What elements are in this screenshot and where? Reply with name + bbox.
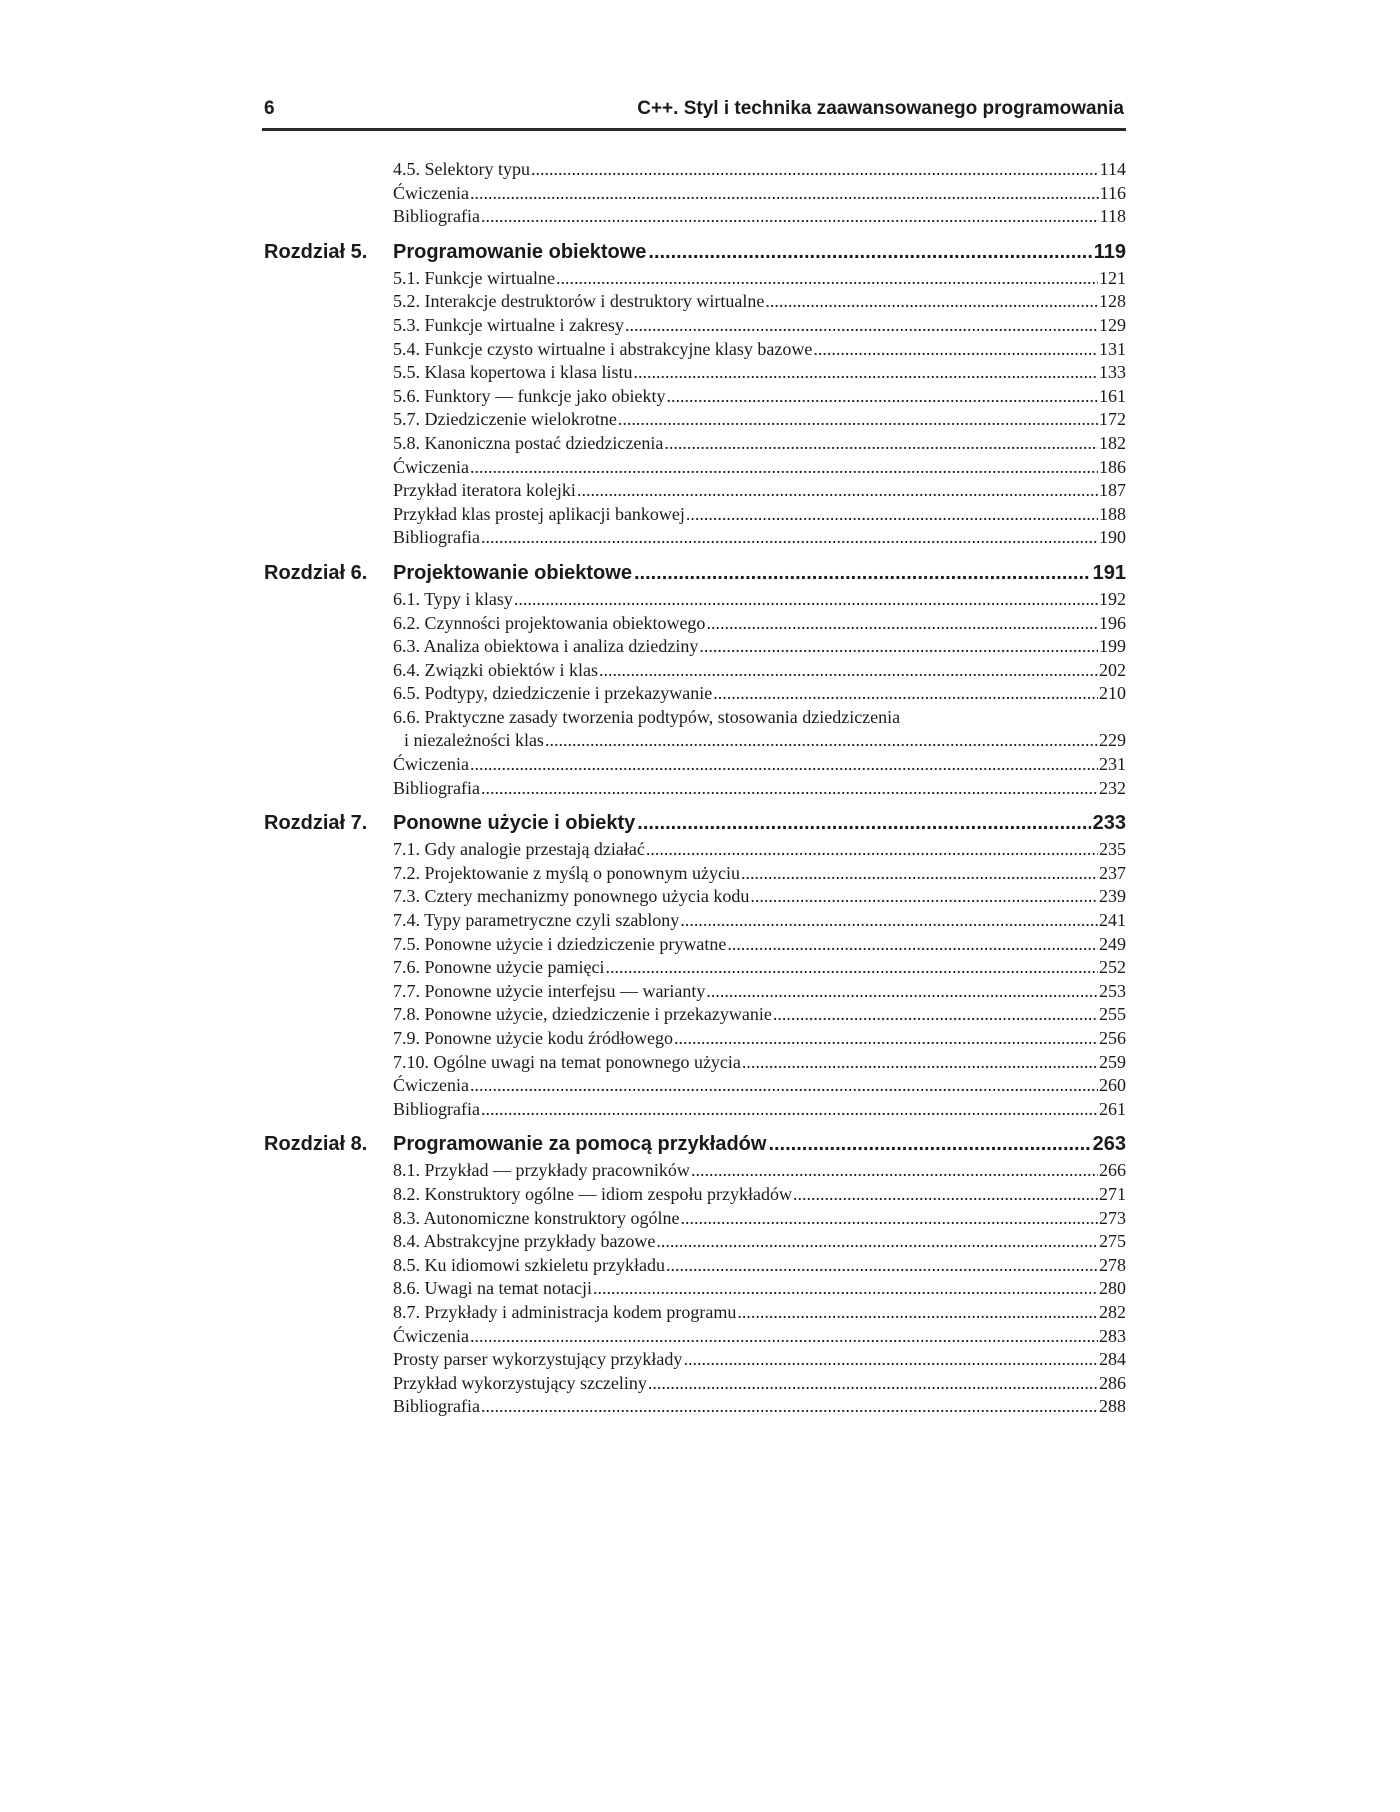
page-header — [262, 94, 1126, 131]
toc-entry — [262, 182, 1126, 206]
toc-entry — [262, 1395, 1126, 1419]
toc-entry-title: 8.6. Uwagi na temat notacji — [393, 1278, 592, 1299]
toc-entry-title: i niezależności klas — [404, 730, 544, 751]
toc-entry-page: 241 — [1099, 910, 1126, 931]
toc-entry-page: 118 — [1099, 206, 1126, 227]
toc-entry — [262, 1098, 1126, 1122]
dot-leader — [577, 479, 1098, 503]
dot-leader — [813, 338, 1098, 362]
toc-entry-title: Ćwiczenia — [393, 456, 469, 477]
dot-leader — [680, 909, 1098, 933]
chapter-heading — [262, 808, 1126, 838]
toc-entry-title: Prosty parser wykorzystujący przykłady — [393, 1349, 683, 1370]
dot-leader — [634, 558, 1091, 588]
dot-leader — [637, 808, 1090, 838]
toc-entry-page: 199 — [1099, 636, 1126, 657]
toc-entry-page: 283 — [1099, 1325, 1126, 1346]
toc-entry — [262, 408, 1126, 432]
toc-entry-title: Ćwiczenia — [393, 182, 469, 203]
toc-entry-title: 7.5. Ponowne użycie i dziedziczenie prywatne — [393, 933, 727, 954]
dot-leader — [706, 980, 1098, 1004]
dot-leader — [683, 1348, 1098, 1372]
dot-leader — [481, 1098, 1098, 1122]
toc-entry-title: 5.5. Klasa kopertowa i klasa listu — [393, 362, 633, 383]
toc-entry-title: 8.5. Ku idiomowi szkieletu przykładu — [393, 1254, 665, 1275]
dot-leader — [680, 1207, 1098, 1231]
toc-entry — [262, 635, 1126, 659]
dot-leader — [470, 182, 1099, 206]
toc-entry-page: 202 — [1099, 659, 1126, 680]
dot-leader — [605, 956, 1098, 980]
chapter-title: Programowanie obiektowe — [393, 240, 647, 263]
toc-entry — [262, 479, 1126, 503]
chapter-label: Rozdział 8. — [264, 1133, 368, 1156]
toc-entry-title: 8.3. Autonomiczne konstruktory ogólne — [393, 1207, 680, 1228]
dot-leader — [793, 1183, 1098, 1207]
dot-leader — [514, 588, 1098, 612]
toc-entry-page: 249 — [1099, 933, 1126, 954]
toc-entry-page: 288 — [1099, 1396, 1126, 1417]
toc-entry-page: 231 — [1099, 754, 1126, 775]
toc-entry — [262, 385, 1126, 409]
dot-leader — [470, 1074, 1098, 1098]
toc-entry-page: 133 — [1099, 362, 1126, 383]
toc-entry-page: 182 — [1099, 432, 1126, 453]
toc-entry-title: 7.6. Ponowne użycie pamięci — [393, 957, 605, 978]
toc-entry-page: 187 — [1099, 480, 1126, 501]
toc-entry-title: Ćwiczenia — [393, 754, 469, 775]
toc-entry-title: 4.5. Selektory typu — [393, 159, 530, 179]
dot-leader — [481, 777, 1098, 801]
toc-entry-title: 6.5. Podtypy, dziedziczenie i przekazywanie — [393, 683, 713, 704]
toc-entry-title: Przykład wykorzystujący szczeliny — [393, 1372, 647, 1393]
dot-leader — [737, 1301, 1098, 1325]
toc-entry-page: 286 — [1099, 1372, 1126, 1393]
toc-entry — [262, 706, 1126, 730]
toc-entry-continuation — [262, 729, 1126, 753]
toc-entry — [262, 456, 1126, 480]
toc-entry-title: 6.4. Związki obiektów i klas — [393, 659, 598, 680]
toc-entry-page: 161 — [1099, 385, 1126, 406]
dot-leader — [648, 237, 1091, 267]
toc-entry — [262, 1325, 1126, 1349]
toc-entry-page: 128 — [1099, 291, 1126, 312]
toc-entry — [262, 526, 1126, 550]
dot-leader — [674, 1027, 1098, 1051]
running-title: C++. Styl i technika zaawansowanego programowania — [637, 98, 1124, 119]
toc-entry — [262, 682, 1126, 706]
dot-leader — [470, 456, 1098, 480]
dot-leader — [768, 1129, 1090, 1159]
toc-entry-title: Ćwiczenia — [393, 1075, 469, 1096]
chapter-page: 119 — [1093, 240, 1126, 263]
toc-entry — [262, 612, 1126, 636]
chapter-heading — [262, 1129, 1126, 1159]
toc-entry-title: 5.6. Funktory — funkcje jako obiekty — [393, 385, 666, 406]
toc-entry-title: 8.2. Konstruktory ogólne — idiom zespołu przykładów — [393, 1183, 792, 1204]
toc-entry — [262, 1230, 1126, 1254]
toc-entry — [262, 777, 1126, 801]
toc-entry — [262, 885, 1126, 909]
toc-entry-page: 190 — [1099, 527, 1126, 548]
dot-leader — [545, 729, 1098, 753]
dot-leader — [741, 862, 1098, 886]
toc-entry-page: 186 — [1099, 456, 1126, 477]
toc-entry-page: 280 — [1099, 1278, 1126, 1299]
dot-leader — [470, 753, 1098, 777]
toc-entry-page: 260 — [1099, 1075, 1126, 1096]
toc-entry-page: 172 — [1099, 409, 1126, 430]
chapter-title: Ponowne użycie i obiekty — [393, 812, 636, 835]
dot-leader — [648, 1372, 1098, 1396]
toc-entry-title: 8.7. Przykłady i administracja kodem programu — [393, 1301, 737, 1322]
toc-entry-title: 6.1. Typy i klasy — [393, 588, 513, 609]
toc-entry — [262, 1074, 1126, 1098]
toc-entry-title: Przykład iteratora kolejki — [393, 480, 576, 501]
toc-entry — [262, 838, 1126, 862]
dot-leader — [656, 1230, 1098, 1254]
toc-entry — [262, 503, 1126, 527]
dot-leader — [666, 385, 1098, 409]
toc-entry-page: 278 — [1099, 1254, 1126, 1275]
toc-entry-title: 7.7. Ponowne użycie interfejsu — warianty — [393, 980, 706, 1001]
toc-entry-page: 129 — [1099, 314, 1126, 335]
toc-entry-title: Przykład klas prostej aplikacji bankowej — [393, 503, 685, 524]
table-of-contents — [262, 158, 1126, 1419]
toc-entry-page: 235 — [1099, 839, 1126, 860]
dot-leader — [727, 933, 1098, 957]
toc-entry-title: 7.8. Ponowne użycie, dziedziczenie i przekazywanie — [393, 1004, 772, 1025]
chapter-heading — [262, 237, 1126, 267]
toc-entry-page: 256 — [1099, 1028, 1126, 1048]
dot-leader — [531, 158, 1099, 182]
toc-entry-page: 114 — [1099, 159, 1126, 179]
toc-entry-title: Bibliografia — [393, 777, 480, 798]
chapter-page: 191 — [1092, 561, 1126, 584]
dot-leader — [713, 682, 1098, 706]
toc-entry-title: Bibliografia — [393, 527, 480, 548]
toc-entry — [262, 338, 1126, 362]
toc-entry — [262, 314, 1126, 338]
chapter-heading — [262, 558, 1126, 588]
toc-entry-page: 192 — [1099, 588, 1126, 609]
toc-entry-page: 259 — [1099, 1051, 1126, 1072]
toc-entry — [262, 1051, 1126, 1075]
toc-entry-title: Bibliografia — [393, 1396, 480, 1417]
dot-leader — [686, 503, 1098, 527]
toc-entry — [262, 158, 1126, 182]
toc-entry-title: Ćwiczenia — [393, 1325, 469, 1346]
toc-entry — [262, 1183, 1126, 1207]
dot-leader — [750, 885, 1098, 909]
toc-entry — [262, 659, 1126, 683]
dot-leader — [625, 314, 1098, 338]
toc-entry — [262, 205, 1126, 229]
dot-leader — [618, 408, 1098, 432]
toc-entry-page: 116 — [1099, 182, 1126, 203]
toc-entry — [262, 909, 1126, 933]
toc-entry — [262, 290, 1126, 314]
toc-entry-page: 252 — [1099, 957, 1126, 978]
toc-entry — [262, 980, 1126, 1004]
dot-leader — [481, 1395, 1098, 1419]
toc-entry — [262, 267, 1126, 291]
dot-leader — [691, 1159, 1098, 1183]
toc-entry — [262, 432, 1126, 456]
dot-leader — [699, 635, 1098, 659]
toc-entry-page: 271 — [1099, 1183, 1126, 1204]
dot-leader — [556, 267, 1098, 291]
toc-entry — [262, 1348, 1126, 1372]
dot-leader — [773, 1003, 1098, 1027]
dot-leader — [666, 1254, 1098, 1278]
chapter-page: 263 — [1092, 1133, 1126, 1156]
toc-entry-title: 5.8. Kanoniczna postać dziedziczenia — [393, 432, 664, 453]
dot-leader — [646, 838, 1098, 862]
toc-entry-title: 6.6. Praktyczne zasady tworzenia podtypów, stosowania dziedziczenia — [393, 706, 901, 727]
dot-leader — [633, 361, 1098, 385]
toc-entry-page: 121 — [1099, 267, 1126, 288]
chapter-title: Programowanie za pomocą przykładów — [393, 1133, 767, 1156]
page-number: 6 — [264, 98, 275, 119]
toc-entry-title: 6.3. Analiza obiektowa i analiza dziedziny — [393, 636, 699, 657]
toc-entry — [262, 753, 1126, 777]
dot-leader — [599, 659, 1098, 683]
chapter-label: Rozdział 5. — [264, 240, 368, 263]
toc-entry-title: 7.9. Ponowne użycie kodu źródłowego — [393, 1028, 673, 1048]
toc-entry-title: Bibliografia — [393, 206, 480, 227]
toc-entry — [262, 1372, 1126, 1396]
toc-entry — [262, 1027, 1126, 1051]
dot-leader — [765, 290, 1098, 314]
toc-entry-title: 5.7. Dziedziczenie wielokrotne — [393, 409, 617, 430]
dot-leader — [481, 205, 1099, 229]
dot-leader — [706, 612, 1098, 636]
toc-entry-title: 7.4. Typy parametryczne czyli szablony — [393, 910, 680, 931]
chapter-label: Rozdział 7. — [264, 812, 368, 835]
toc-entry — [262, 1159, 1126, 1183]
toc-entry-title: 5.3. Funkcje wirtualne i zakresy — [393, 314, 624, 335]
toc-entry-title: 7.10. Ogólne uwagi na temat ponownego użycia — [393, 1051, 741, 1072]
toc-entry-title: 8.4. Abstrakcyjne przykłady bazowe — [393, 1231, 656, 1252]
toc-entry-page: 275 — [1099, 1231, 1126, 1252]
chapter-title: Projektowanie obiektowe — [393, 561, 632, 584]
toc-entry — [262, 1301, 1126, 1325]
dot-leader — [481, 526, 1098, 550]
dot-leader — [593, 1277, 1098, 1301]
toc-entry — [262, 1003, 1126, 1027]
toc-entry — [262, 1277, 1126, 1301]
toc-entry-page: 131 — [1099, 338, 1126, 359]
chapter-page: 233 — [1092, 812, 1126, 835]
toc-entry — [262, 588, 1126, 612]
dot-leader — [470, 1325, 1098, 1349]
toc-entry — [262, 862, 1126, 886]
toc-entry-page: 239 — [1099, 886, 1126, 907]
toc-entry-page: 284 — [1099, 1349, 1126, 1370]
toc-entry-title: 5.4. Funkcje czysto wirtualne i abstrakcyjne klasy bazowe — [393, 338, 813, 359]
toc-entry-page: 229 — [1099, 730, 1126, 751]
toc-entry-page: 282 — [1099, 1301, 1126, 1322]
toc-entry — [262, 1254, 1126, 1278]
toc-entry-page: 232 — [1099, 777, 1126, 798]
toc-entry-page: 210 — [1099, 683, 1126, 704]
toc-entry — [262, 933, 1126, 957]
toc-entry-title: 8.1. Przykład — przykłady pracowników — [393, 1160, 690, 1181]
toc-entry-title: 7.2. Projektowanie z myślą o ponownym użyciu — [393, 862, 740, 883]
toc-entry-page: 255 — [1099, 1004, 1126, 1025]
toc-entry-title: Bibliografia — [393, 1098, 480, 1119]
dot-leader — [742, 1051, 1098, 1075]
chapter-label: Rozdział 6. — [264, 561, 368, 584]
toc-entry-page: 196 — [1099, 612, 1126, 633]
toc-entry-page: 266 — [1099, 1160, 1126, 1181]
toc-entry-title: 6.2. Czynności projektowania obiektowego — [393, 612, 706, 633]
toc-entry — [262, 361, 1126, 385]
toc-entry-title: 5.1. Funkcje wirtualne — [393, 267, 555, 288]
toc-entry-page: 273 — [1099, 1207, 1126, 1228]
toc-entry-title: 5.2. Interakcje destruktorów i destruktory wirtualne — [393, 291, 765, 312]
toc-entry-page: 261 — [1099, 1098, 1126, 1119]
toc-entry — [262, 956, 1126, 980]
toc-entry-title: 7.1. Gdy analogie przestają działać — [393, 839, 645, 860]
toc-entry-page: 237 — [1099, 862, 1126, 883]
toc-entry — [262, 1207, 1126, 1231]
toc-entry-page: 253 — [1099, 980, 1126, 1001]
toc-entry-title: 7.3. Cztery mechanizmy ponownego użycia kodu — [393, 886, 750, 907]
dot-leader — [664, 432, 1098, 456]
toc-entry-page: 188 — [1099, 503, 1126, 524]
